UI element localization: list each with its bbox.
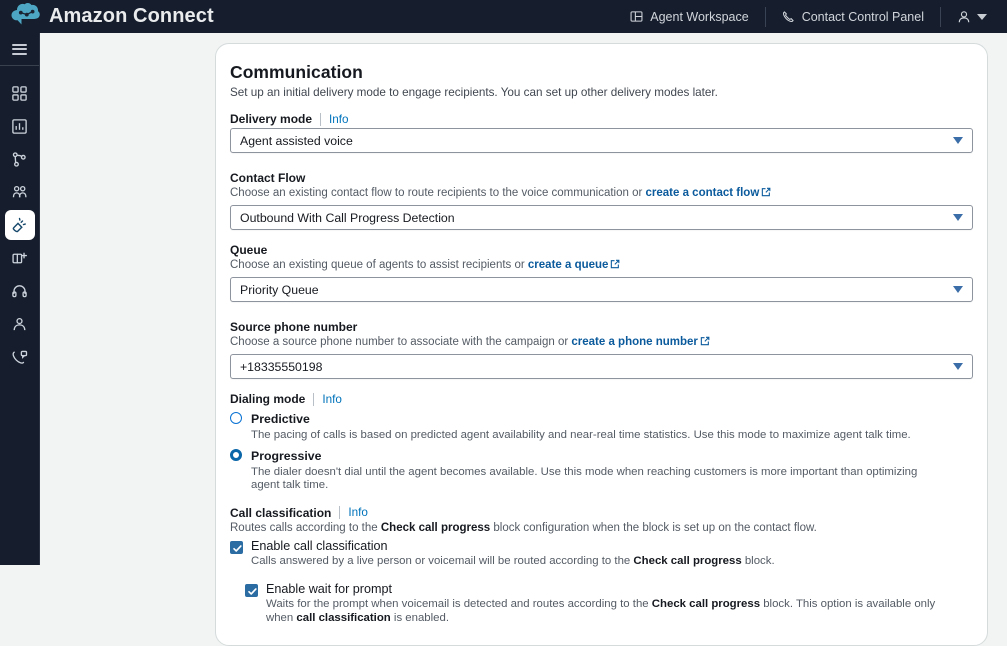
contact-flow-hint xyxy=(230,187,973,200)
enable-wait-for-prompt-description xyxy=(266,598,956,625)
page-title: Communication xyxy=(230,62,973,83)
brand-logo-group[interactable] xyxy=(0,2,214,32)
hamburger-menu-icon xyxy=(12,41,27,57)
source-phone-number-label-row xyxy=(230,320,973,334)
radio-progressive-description: The dialer doesn't dial until the agent becomes available. Use this mode when reaching customers is more important than optimizing agent talk time. xyxy=(251,466,931,493)
radio-predictive[interactable] xyxy=(230,412,242,424)
channels-add-icon xyxy=(11,250,28,267)
sidebar-item-dashboard[interactable] xyxy=(5,78,35,108)
cc-hint-p1: Routes calls according to the xyxy=(230,522,381,534)
campaigns-megaphone-icon xyxy=(11,217,28,234)
create-contact-flow-link[interactable]: create a contact flow xyxy=(646,187,760,199)
contact-flow-field xyxy=(230,171,973,230)
radio-predictive-description: The pacing of calls is based on predicted agent availability and near-real time statistics. Use this mode to maximize agent talk time. xyxy=(251,429,931,443)
radio-progressive-title: Progressive xyxy=(251,449,321,463)
contact-control-panel-button[interactable] xyxy=(766,6,940,28)
call-classification-info-link[interactable]: Info xyxy=(348,506,368,519)
chevron-down-icon xyxy=(953,214,963,221)
analytics-bar-chart-icon xyxy=(11,118,28,135)
contact-flow-label-row xyxy=(230,171,973,185)
dashboard-grid-icon xyxy=(11,85,28,102)
user-menu-button[interactable] xyxy=(941,10,995,24)
external-link-icon xyxy=(610,259,620,272)
external-link-icon xyxy=(700,336,710,349)
sidebar-item-routing[interactable] xyxy=(5,144,35,174)
chevron-down-icon xyxy=(953,286,963,293)
ecc-desc-b1: Check call progress xyxy=(633,555,741,567)
top-navigation-bar xyxy=(0,0,1007,33)
chevron-down-icon xyxy=(953,137,963,144)
routing-flow-icon xyxy=(11,151,28,168)
queue-hint-text: Choose an existing queue of agents to assist recipients or xyxy=(230,259,528,271)
dialing-mode-label-row xyxy=(230,392,973,406)
agent-workspace-button[interactable] xyxy=(614,6,764,28)
enable-call-classification-row[interactable] xyxy=(230,539,973,554)
queue-select[interactable] xyxy=(230,277,973,302)
ecc-desc-p1: Calls answered by a live person or voicemail will be routed according to the xyxy=(251,555,633,567)
contact-flow-label: Contact Flow xyxy=(230,171,305,185)
label-divider xyxy=(320,113,321,126)
left-sidebar xyxy=(0,33,40,565)
topbar-right-group xyxy=(614,0,1007,33)
call-classification-label-row xyxy=(230,506,973,520)
main-content-area xyxy=(40,33,1007,565)
ewp-desc-b2: call classification xyxy=(296,612,390,624)
brand-title: Amazon Connect xyxy=(49,5,214,28)
ewp-desc-p1: Waits for the prompt when voicemail is detected and routes according to the xyxy=(266,598,652,610)
enable-call-classification-label: Enable call classification xyxy=(251,539,388,554)
enable-wait-for-prompt-checkbox[interactable] xyxy=(245,584,258,597)
queue-field xyxy=(230,243,973,302)
phone-handset-icon xyxy=(782,10,795,23)
call-classification-label: Call classification xyxy=(230,506,331,520)
cc-hint-b1: Check call progress xyxy=(381,522,490,534)
sidebar-nav-list xyxy=(0,66,39,372)
enable-wait-for-prompt-group xyxy=(245,582,973,625)
contact-flow-hint-text: Choose an existing contact flow to route recipients to the voice communication or xyxy=(230,187,646,199)
delivery-mode-value: Agent assisted voice xyxy=(240,134,353,148)
user-avatar-icon xyxy=(957,10,971,24)
queue-label-row xyxy=(230,243,973,257)
queue-hint xyxy=(230,259,973,272)
agent-workspace-label: Agent Workspace xyxy=(650,10,748,24)
sidebar-item-phone-chat[interactable] xyxy=(5,342,35,372)
queue-value: Priority Queue xyxy=(240,283,319,297)
phone-chat-icon xyxy=(11,349,28,366)
page-description: Set up an initial delivery mode to engage recipients. You can set up other delivery modes later. xyxy=(230,86,973,99)
call-classification-hint xyxy=(230,522,973,534)
source-phone-number-select[interactable] xyxy=(230,354,973,379)
label-divider xyxy=(339,506,340,519)
delivery-mode-label: Delivery mode xyxy=(230,112,312,126)
dialing-mode-label: Dialing mode xyxy=(230,392,305,406)
dialing-mode-field xyxy=(230,392,973,493)
communication-settings-card xyxy=(215,43,988,646)
ecc-desc-p2: block. xyxy=(742,555,775,567)
source-phone-number-value: +18335550198 xyxy=(240,360,322,374)
radio-progressive[interactable] xyxy=(230,449,242,461)
enable-call-classification-description xyxy=(251,555,941,569)
sidebar-item-campaigns[interactable] xyxy=(5,210,35,240)
call-classification-field xyxy=(230,506,973,626)
customer-profile-icon xyxy=(11,316,28,333)
cc-hint-p2: block configuration when the block is set up on the contact flow. xyxy=(490,522,817,534)
ewp-desc-b1: Check call progress xyxy=(652,598,760,610)
queue-label: Queue xyxy=(230,243,267,257)
headset-icon xyxy=(11,283,28,300)
create-queue-link[interactable]: create a queue xyxy=(528,259,609,271)
contact-flow-value: Outbound With Call Progress Detection xyxy=(240,211,455,225)
enable-call-classification-checkbox[interactable] xyxy=(230,541,243,554)
radio-progressive-content xyxy=(251,447,973,493)
chevron-down-icon xyxy=(977,14,987,20)
ewp-desc-p2: block. This option is available only when xyxy=(266,598,935,624)
contact-flow-select[interactable] xyxy=(230,205,973,230)
sidebar-item-users[interactable] xyxy=(5,177,35,207)
ewp-desc-p3: is enabled. xyxy=(391,612,449,624)
sidebar-item-channels[interactable] xyxy=(5,243,35,273)
users-group-icon xyxy=(11,184,28,201)
sidebar-toggle-button[interactable] xyxy=(0,33,39,66)
delivery-mode-field xyxy=(230,112,973,153)
external-link-icon xyxy=(761,187,771,200)
contact-control-panel-label: Contact Control Panel xyxy=(802,10,924,24)
chevron-down-icon xyxy=(953,363,963,370)
delivery-mode-select[interactable] xyxy=(230,128,973,153)
dialing-mode-option-progressive[interactable] xyxy=(230,447,973,493)
label-divider xyxy=(313,393,314,406)
enable-wait-for-prompt-label: Enable wait for prompt xyxy=(266,582,392,597)
dialing-mode-option-predictive[interactable] xyxy=(230,410,973,443)
create-phone-number-link[interactable]: create a phone number xyxy=(571,336,698,348)
delivery-mode-label-row xyxy=(230,112,973,126)
radio-predictive-content xyxy=(251,410,973,443)
radio-predictive-title: Predictive xyxy=(251,412,310,426)
sidebar-item-headset[interactable] xyxy=(5,276,35,306)
layout-panel-icon xyxy=(630,10,643,23)
delivery-mode-info-link[interactable]: Info xyxy=(329,113,349,126)
source-phone-number-hint xyxy=(230,336,973,349)
sidebar-item-customer-profiles[interactable] xyxy=(5,309,35,339)
source-phone-number-hint-text: Choose a source phone number to associate with the campaign or xyxy=(230,336,571,348)
dialing-mode-info-link[interactable]: Info xyxy=(322,393,342,406)
sidebar-item-analytics[interactable] xyxy=(5,111,35,141)
source-phone-number-label: Source phone number xyxy=(230,320,357,334)
source-phone-number-field xyxy=(230,320,973,379)
amazon-connect-cloud-logo-icon xyxy=(8,2,42,32)
enable-wait-for-prompt-row[interactable] xyxy=(245,582,973,597)
